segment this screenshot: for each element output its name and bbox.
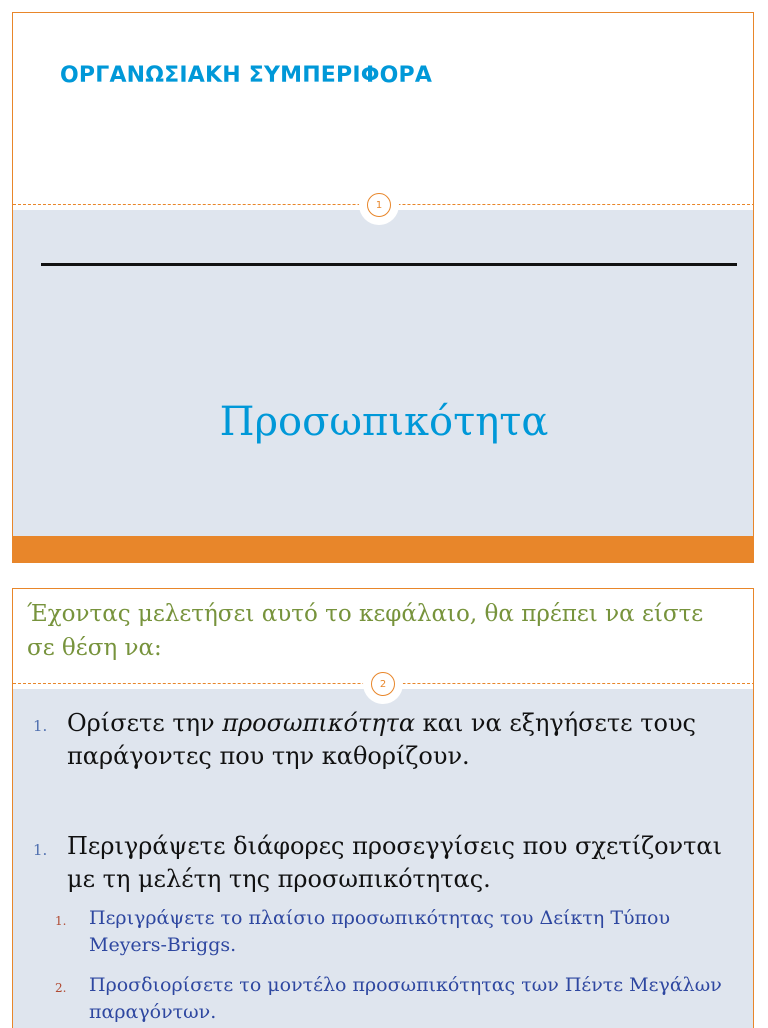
slide-number: 2 xyxy=(371,672,395,696)
sublist-item: Περιγράψετε το πλαίσιο προσωπικότητας του Δείκτη Τύπου Meyers-Briggs. xyxy=(89,907,671,956)
sublist-number: 1. xyxy=(55,914,67,928)
horizontal-rule xyxy=(41,263,737,266)
list-item-text: Ορίσετε την xyxy=(67,709,223,737)
course-title: ΟΡΓΑΝΩΣΙΑΚΗ ΣΥΜΠΕΡΙΦΟΡΑ xyxy=(60,63,433,88)
slide-2 xyxy=(12,588,754,1028)
accent-bar xyxy=(13,536,754,563)
sublist-item: Προσδιορίσετε το μοντέλο προσωπικότητας των Πέντε Μεγάλων παραγόντων. xyxy=(89,974,722,1023)
slide-1-body xyxy=(13,210,754,536)
list-item: Περιγράψετε διάφορες προσεγγίσεις που σχετίζονται με τη μελέτη της προσωπικότητας. xyxy=(67,832,723,893)
list-item-text: και να εξηγήσετε τους παράγοντες που την καθορίζουν. xyxy=(67,709,696,770)
list-item xyxy=(67,707,747,773)
list-number: 1. xyxy=(33,717,48,735)
emphasized-term: προσωπικότητα xyxy=(222,709,416,737)
list-number: 1. xyxy=(33,841,48,859)
slide-subtitle: Προσωπικότητα xyxy=(219,399,549,445)
sublist-number: 2. xyxy=(55,981,67,995)
slide-number-badge xyxy=(360,186,398,224)
slide-number: 1 xyxy=(367,193,391,217)
slide-1 xyxy=(12,12,754,563)
slide-number-badge xyxy=(364,665,402,703)
objectives-heading: Έχοντας μελετήσει αυτό το κεφάλαιο, θα πρέπει να είστε σε θέση να: xyxy=(27,601,704,661)
